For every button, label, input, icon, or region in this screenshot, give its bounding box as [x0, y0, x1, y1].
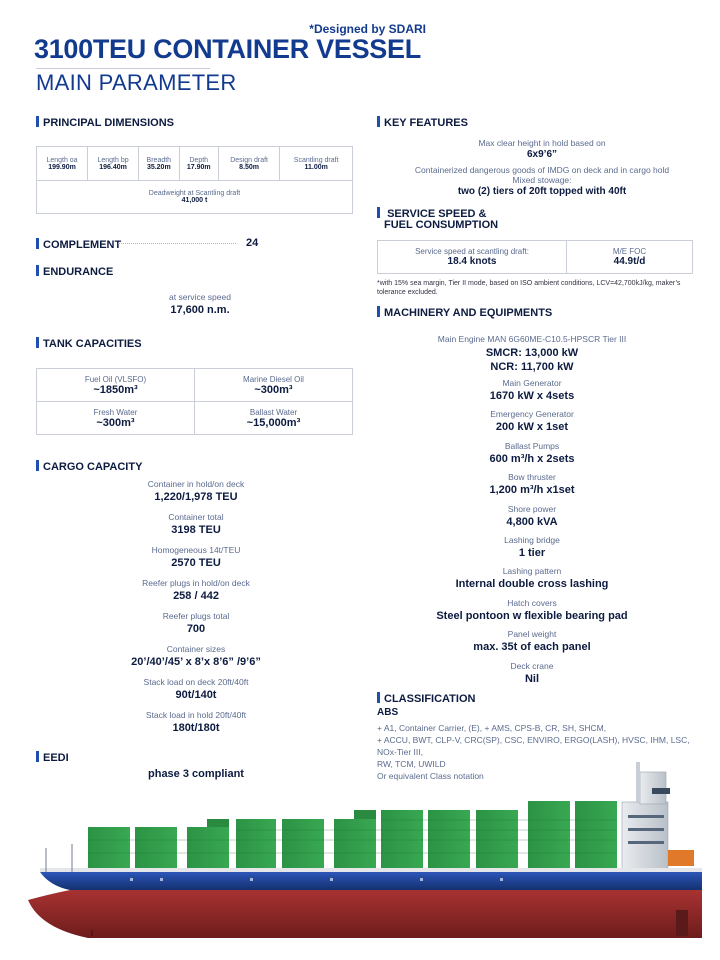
- dim-cell: Breadth 35.20m: [139, 147, 180, 181]
- principal-dimensions-heading: PRINCIPAL DIMENSIONS: [36, 116, 174, 129]
- cargo-item: Reefer plugs total 700: [162, 611, 230, 635]
- hull-topside: [40, 872, 702, 890]
- hull-bottom: [28, 890, 702, 938]
- dim-cell: Scantling draft 11.00m: [280, 147, 353, 181]
- tank-cell: Marine Diesel Oil ~300m³: [195, 369, 353, 402]
- container-stack: [187, 827, 229, 871]
- dim-cell: Design draft 8.50m: [218, 147, 280, 181]
- designed-by: *Designed by SDARI: [309, 22, 426, 36]
- machinery-item: Panel weight max. 35t of each panel: [473, 629, 591, 654]
- machinery-heading: MACHINERY AND EQUIPMENTS: [377, 306, 552, 319]
- deadweight-cell: Deadweight at Scantling draft 41,000 t: [37, 181, 353, 214]
- speed-footnote: *with 15% sea margin, Tier II mode, based on ISO ambient conditions, LCV=42,700kJ/kg, maker’s tolerance excluded.: [377, 280, 681, 296]
- ship-illustration: [0, 760, 720, 960]
- speed-cell: Service speed at scantling draft: 18.4 knots: [378, 241, 567, 274]
- cargo-item: Container in hold/on deck 1,220/1,978 TEU: [147, 479, 245, 503]
- container-stack: [236, 819, 276, 871]
- main-engine-label: Main Engine MAN 6G60ME-C10.5-HPSCR Tier III: [437, 334, 627, 344]
- machinery-item: Bow thruster 1,200 m³/h x1set: [489, 472, 575, 497]
- key-features-block: Max clear height in hold based on 6x9’6” Containerized dangerous goods of IMDG on deck and in cargo hold Mixed stowage: two (2) tiers of 20ft topped with 40ft: [414, 138, 670, 197]
- tank-capacities-table: [36, 368, 353, 435]
- machinery-item: Deck crane Nil: [510, 660, 554, 685]
- complement-heading: COMPLEMENT: [36, 238, 121, 251]
- complement-value: 24: [246, 237, 259, 249]
- container-stack: [88, 827, 130, 871]
- dim-cell: Depth 17.90m: [179, 147, 218, 181]
- container-stack: [282, 819, 324, 871]
- complement-leader: [118, 243, 236, 244]
- machinery-item: Emergency Generator 200 kW x 1set: [490, 409, 574, 434]
- container-stack: [334, 819, 376, 871]
- cargo-item: Stack load in hold 20ft/40ft 180t/180t: [145, 710, 247, 734]
- machinery-item: Lashing bridge 1 tier: [504, 534, 560, 559]
- cargo-item: Stack load on deck 20ft/40ft 90t/140t: [143, 677, 249, 701]
- cargo-item: Container sizes 20’/40’/45’ x 8’x 8’6” /9’6”: [131, 644, 261, 668]
- machinery-item: Lashing pattern Internal double cross lashing: [455, 566, 609, 591]
- container-stack: [207, 819, 229, 827]
- class-notation: + A1, Container Carrier, (E), + AMS, CPS-B, CR, SH, SHCM, + ACCU, BWT, CLP-V, CRC(SP), CSC, ENVIRO, ERGO(LASH), HVSC, IHM, LSC, NOx-Tier III, RW, TCM, UWILD Or equivalent Class notation: [377, 723, 690, 781]
- title-divider: [36, 68, 210, 69]
- dim-cell: Length bp 196.40m: [88, 147, 139, 181]
- smcr-value: SMCR: 13,000 kW: [485, 347, 579, 359]
- cargo-item: Container total 3198 TEU: [168, 512, 224, 536]
- container-stack: [476, 810, 518, 871]
- foc-cell: M/E FOC 44.9t/d: [567, 241, 693, 274]
- container-stack: [575, 801, 617, 871]
- machinery-item: Hatch covers Steel pontoon w flexible bearing pad: [436, 597, 628, 622]
- tank-capacities-heading: TANK CAPACITIES: [36, 337, 142, 350]
- principal-dimensions-table: [36, 146, 353, 214]
- eedi-value: phase 3 compliant: [148, 768, 244, 780]
- tank-cell: Fuel Oil (VLSFO) ~1850m³: [37, 369, 195, 402]
- container-stack: [528, 801, 570, 871]
- tank-cell: Ballast Water ~15,000m³: [195, 402, 353, 435]
- container-stacks: [88, 801, 617, 871]
- superstructure: [622, 762, 694, 872]
- classification-heading: CLASSIFICATION: [377, 692, 475, 705]
- cargo-capacity-heading: CARGO CAPACITY: [36, 460, 142, 473]
- cargo-item: Reefer plugs in hold/on deck 258 / 442: [142, 578, 250, 602]
- machinery-item: Shore power 4,800 kVA: [506, 503, 558, 528]
- endurance-heading: ENDURANCE: [36, 265, 113, 278]
- container-stack: [381, 810, 423, 871]
- page-subtitle: MAIN PARAMETER: [36, 70, 237, 95]
- cargo-capacity-list: [86, 479, 306, 743]
- service-speed-table: [377, 240, 693, 274]
- service-speed-heading: SERVICE SPEED & FUEL CONSUMPTION: [377, 207, 498, 231]
- machinery-item: Ballast Pumps 600 m³/h x 2sets: [489, 440, 575, 465]
- container-stack: [428, 810, 470, 871]
- machinery-list: [387, 334, 677, 692]
- container-stack: [135, 827, 177, 871]
- machinery-item: Main Generator 1670 kW x 4sets: [489, 378, 575, 402]
- class-society: ABS: [377, 707, 399, 718]
- page-title: 3100TEU CONTAINER VESSEL: [34, 34, 421, 64]
- dim-cell: Length oa 199.90m: [37, 147, 88, 181]
- endurance-block: at service speed 17,600 n.m.: [169, 292, 231, 316]
- container-stack: [354, 810, 376, 819]
- eedi-heading: EEDI: [36, 751, 69, 764]
- ncr-value: NCR: 11,700 kW: [490, 361, 574, 373]
- key-features-heading: KEY FEATURES: [377, 116, 468, 129]
- cargo-item: Homogeneous 14t/TEU 2570 TEU: [151, 545, 241, 569]
- tank-cell: Fresh Water ~300m³: [37, 402, 195, 435]
